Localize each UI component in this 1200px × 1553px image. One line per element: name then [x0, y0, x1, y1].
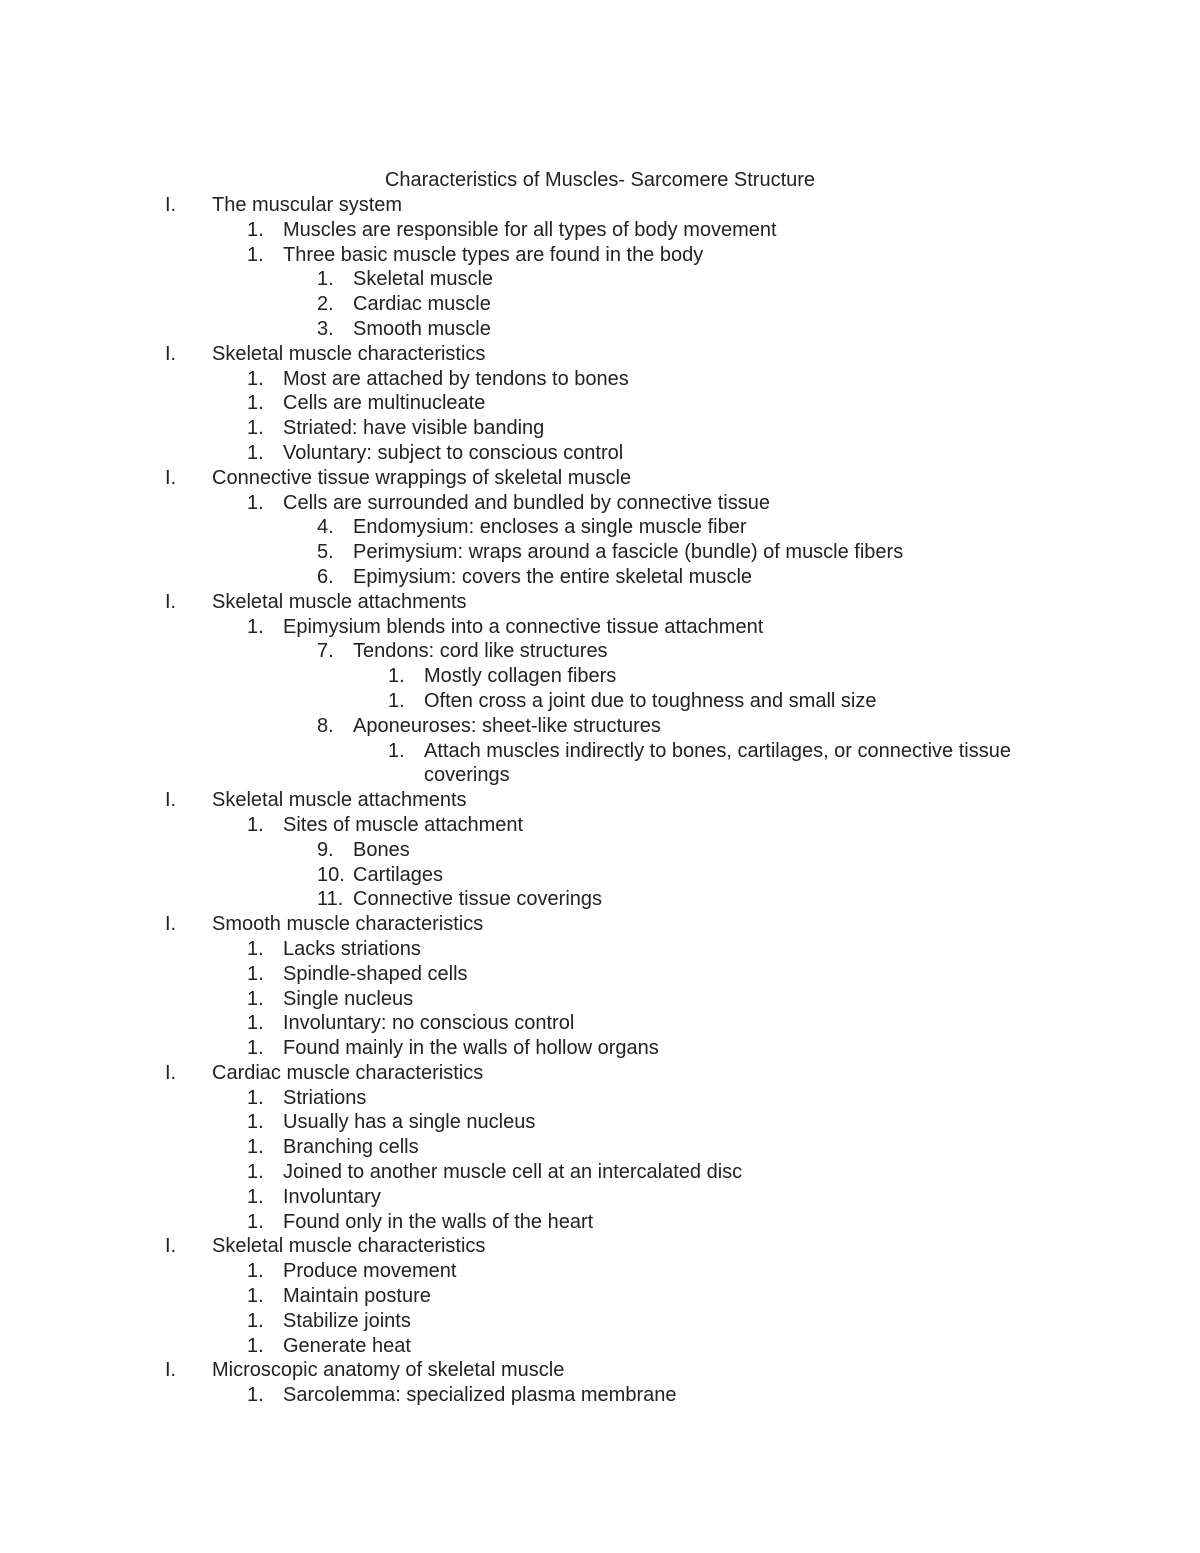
outline-item-level-1 [0, 1210, 1200, 1235]
outline-text: Most are attached by tendons to bones [283, 367, 629, 390]
outline-item-level-3 [0, 739, 1200, 764]
outline-item-level-2 [0, 292, 1200, 317]
outline-marker: 1. [247, 1185, 264, 1208]
outline-text: Skeletal muscle characteristics [212, 1235, 486, 1258]
outline-marker: 1. [247, 1012, 264, 1035]
outline-marker: 1. [247, 1309, 264, 1332]
outline-text: Often cross a joint due to toughness and small size [424, 689, 877, 712]
outline-text: Single nucleus [283, 987, 414, 1010]
outline-marker: 1. [247, 1285, 264, 1308]
outline-text: Cardiac muscle characteristics [212, 1061, 484, 1084]
outline-text: Generate heat [283, 1334, 411, 1357]
outline-marker: 1. [247, 417, 264, 440]
outline-item-level-2 [0, 267, 1200, 292]
outline-item-level-1 [0, 1135, 1200, 1160]
outline-marker: 1. [247, 1260, 264, 1283]
outline-marker: 1. [247, 813, 264, 836]
outline-item-level-1 [0, 391, 1200, 416]
outline-marker: 3. [317, 317, 334, 340]
outline-item-level-1 [0, 243, 1200, 268]
outline-text: Three basic muscle types are found in the body [283, 243, 704, 266]
outline-item-level-1 [0, 218, 1200, 243]
outline-text: Microscopic anatomy of skeletal muscle [212, 1359, 565, 1382]
outline-marker: 7. [317, 640, 334, 663]
outline-marker: 1. [247, 218, 264, 241]
outline-text: Striated: have visible banding [283, 417, 545, 440]
outline-text: Mostly collagen fibers [424, 665, 617, 688]
outline-marker: I. [165, 1235, 177, 1258]
outline-text: Connective tissue wrappings of skeletal muscle [212, 466, 632, 489]
outline-item-level-1 [0, 615, 1200, 640]
outline-text: Connective tissue coverings [353, 888, 603, 911]
outline-marker: I. [165, 1061, 177, 1084]
outline-text: Cartilages [353, 863, 444, 886]
outline-text: Sites of muscle attachment [283, 813, 524, 836]
outline-marker: 1. [247, 1136, 264, 1159]
outline-text: Skeletal muscle [353, 268, 494, 291]
outline-section-heading [0, 466, 1200, 491]
outline-text: Striations [283, 1086, 367, 1109]
outline-item-level-1 [0, 1259, 1200, 1284]
outline-section-heading [0, 1358, 1200, 1383]
outline-item-level-2 [0, 515, 1200, 540]
outline-item-level-1 [0, 1185, 1200, 1210]
outline-item-level-1 [0, 441, 1200, 466]
outline-marker: 1. [247, 1086, 264, 1109]
outline-marker: 4. [317, 516, 334, 539]
outline-item-level-1 [0, 1160, 1200, 1185]
outline-marker: I. [165, 194, 177, 216]
outline-marker: 1. [388, 739, 405, 762]
outline-text: Found mainly in the walls of hollow organs [283, 1037, 659, 1060]
outline-item-level-2 [0, 540, 1200, 565]
outline-item-level-3 [0, 689, 1200, 714]
outline-marker: I. [165, 913, 177, 936]
outline-text: Epimysium: covers the entire skeletal muscle [353, 565, 753, 588]
outline-marker: 1. [247, 491, 264, 514]
outline-text: Spindle-shaped cells [283, 962, 468, 985]
outline-section-heading [0, 193, 1200, 218]
outline-item-level-2 [0, 838, 1200, 863]
outline-item-level-3 [0, 763, 1200, 788]
outline-marker: 1. [388, 689, 405, 712]
outline-marker: I. [165, 590, 177, 613]
document-title: Characteristics of Muscles- Sarcomere Structure [384, 169, 816, 191]
outline-text: Found only in the walls of the heart [283, 1210, 594, 1233]
outline-text: Endomysium: encloses a single muscle fiber [353, 516, 747, 539]
outline-marker: 5. [317, 541, 334, 564]
outline-marker: 8. [317, 714, 334, 737]
outline-marker: I. [165, 1359, 177, 1382]
outline-text: Smooth muscle [353, 317, 491, 340]
outline-text: Involuntary: no conscious control [283, 1012, 575, 1035]
outline-text: Cardiac muscle [353, 293, 491, 316]
outline-text: Lacks striations [283, 937, 421, 960]
outline-marker: 1. [247, 1161, 264, 1184]
outline-item-level-1 [0, 1110, 1200, 1135]
outline-item-level-1 [0, 1036, 1200, 1061]
outline-item-level-1 [0, 937, 1200, 962]
outline-item-level-2 [0, 863, 1200, 888]
outline-section-heading [0, 1061, 1200, 1086]
outline-marker: 6. [317, 565, 334, 588]
outline-text: Voluntary: subject to conscious control [283, 441, 624, 464]
outline-text: Aponeuroses: sheet-like structures [353, 714, 661, 737]
outline-text: Stabilize joints [283, 1309, 411, 1332]
outline-item-level-2 [0, 887, 1200, 912]
outline-text: Epimysium blends into a connective tissue attachment [283, 615, 764, 638]
outline-text: Skeletal muscle attachments [212, 590, 467, 613]
outline-item-level-1 [0, 1011, 1200, 1036]
outline-item-level-2 [0, 565, 1200, 590]
outline-text: Perimysium: wraps around a fascicle (bundle) of muscle fibers [353, 541, 904, 564]
outline-marker: 1. [247, 1037, 264, 1060]
outline-text: Skeletal muscle attachments [212, 789, 467, 812]
outline-text: Joined to another muscle cell at an intercalated disc [283, 1161, 743, 1184]
outline-marker: 1. [247, 1111, 264, 1134]
outline-marker: 1. [247, 1210, 264, 1233]
outline-item-level-1 [0, 813, 1200, 838]
outline-text: Bones [353, 838, 410, 861]
outline-marker: 1. [247, 392, 264, 415]
outline-text: The muscular system [212, 194, 403, 216]
outline-marker: 10. [317, 863, 345, 886]
outline-text: Attach muscles indirectly to bones, cartilages, or connective tissue [424, 739, 1011, 762]
outline-item-level-1 [0, 987, 1200, 1012]
outline-item-level-2 [0, 714, 1200, 739]
outline-marker: 1. [247, 1384, 264, 1407]
outline-item-level-3 [0, 664, 1200, 689]
outline-section-heading [0, 788, 1200, 813]
outline-marker: I. [165, 466, 177, 489]
outline-item-level-1 [0, 1334, 1200, 1359]
outline-marker: 1. [247, 1334, 264, 1357]
outline-item-level-1 [0, 1383, 1200, 1408]
outline-section-heading [0, 590, 1200, 615]
outline-marker: 1. [317, 268, 334, 291]
outline-text: Tendons: cord like structures [353, 640, 608, 663]
outline-item-level-2 [0, 639, 1200, 664]
outline-text: Cells are multinucleate [283, 392, 486, 415]
outline-text: Smooth muscle characteristics [212, 913, 484, 936]
outline-item-level-1 [0, 491, 1200, 516]
outline-marker: I. [165, 342, 177, 365]
outline-item-level-2 [0, 317, 1200, 342]
outline-text: Involuntary [283, 1185, 381, 1208]
outline-marker: I. [165, 789, 177, 812]
outline-item-level-1 [0, 962, 1200, 987]
outline-item-level-1 [0, 1284, 1200, 1309]
outline-item-level-1 [0, 416, 1200, 441]
outline-marker: 1. [247, 937, 264, 960]
outline-marker: 1. [247, 962, 264, 985]
outline-marker: 1. [247, 987, 264, 1010]
outline-marker: 1. [247, 243, 264, 266]
outline-section-heading [0, 342, 1200, 367]
outline-text: Muscles are responsible for all types of body movement [283, 218, 777, 241]
outline-text: coverings [424, 764, 510, 787]
outline-marker: 9. [317, 838, 334, 861]
outline-text: Branching cells [283, 1136, 419, 1159]
outline-text: Produce movement [283, 1260, 457, 1283]
outline-item-level-1 [0, 1086, 1200, 1111]
outline-list [0, 193, 1200, 1408]
outline-item-level-1 [0, 1309, 1200, 1334]
outline-item-level-1 [0, 367, 1200, 392]
outline-marker: 1. [247, 615, 264, 638]
outline-text: Cells are surrounded and bundled by connective tissue [283, 491, 770, 514]
outline-text: Skeletal muscle characteristics [212, 342, 486, 365]
outline-section-heading [0, 1234, 1200, 1259]
outline-marker: 1. [388, 665, 405, 688]
outline-marker: 11. [317, 888, 344, 911]
outline-marker: 1. [247, 441, 264, 464]
outline-text: Sarcolemma: specialized plasma membrane [283, 1384, 677, 1407]
outline-marker: 2. [317, 293, 334, 316]
outline-marker: 1. [247, 367, 264, 390]
outline-text: Usually has a single nucleus [283, 1111, 536, 1134]
outline-text: Maintain posture [283, 1285, 431, 1308]
outline-section-heading [0, 912, 1200, 937]
